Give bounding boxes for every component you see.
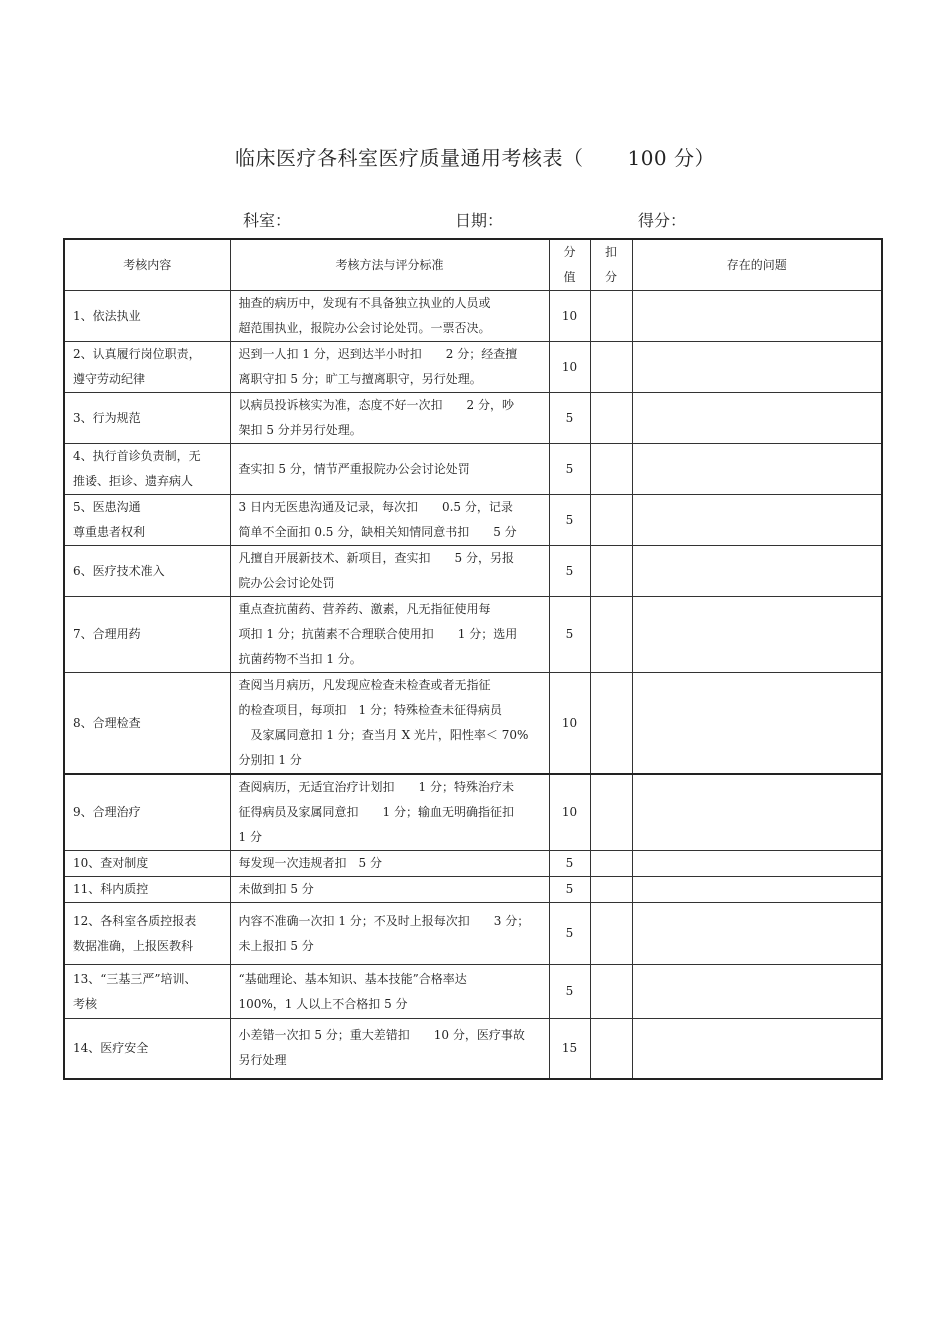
content-cell xyxy=(64,774,230,851)
problem-cell xyxy=(632,291,882,342)
deduct-cell xyxy=(590,903,632,965)
score-cell: 5 xyxy=(549,444,590,495)
method-cell xyxy=(230,597,549,673)
score-cell: 5 xyxy=(549,495,590,546)
problem-cell xyxy=(632,903,882,965)
method-line: 内容不准确一次扣 1 分；不及时上报每次扣 3 分； xyxy=(238,913,530,928)
table-row xyxy=(64,903,882,965)
method-line: 抽查的病历中，发现有不具备独立执业的人员或 xyxy=(238,296,491,310)
content-cell xyxy=(64,877,230,903)
content-line: 推诿、拒诊、遗弃病人 xyxy=(73,474,194,488)
method-line: 简单不全面扣 0.5 分，缺相关知情同意书扣 5 分 xyxy=(238,525,517,539)
content-line: 9、合理治疗 xyxy=(73,805,141,819)
content-line: 13、“三基三严”培训、 xyxy=(73,971,197,986)
content-cell xyxy=(64,597,230,673)
problem-cell xyxy=(632,965,882,1019)
table-row xyxy=(64,965,882,1019)
method-line: 征得病员及家属同意扣 1 分；输血无明确指征扣 xyxy=(238,805,514,819)
header-score-line2: 值 xyxy=(563,270,576,284)
method-cell xyxy=(230,342,549,393)
problem-cell xyxy=(632,774,882,851)
method-cell xyxy=(230,965,549,1019)
problem-cell xyxy=(632,546,882,597)
deduct-cell xyxy=(590,673,632,775)
score-cell: 5 xyxy=(549,965,590,1019)
content-cell xyxy=(64,546,230,597)
score-cell: 5 xyxy=(549,877,590,903)
content-line: 12、各科室各质控报表 xyxy=(73,913,197,928)
method-line: 每发现一次违规者扣 5 分 xyxy=(238,856,382,870)
header-deduct-line2: 分 xyxy=(604,270,617,284)
method-line: 100%，1 人以上不合格扣 5 分 xyxy=(238,996,408,1011)
content-cell xyxy=(64,903,230,965)
table-row xyxy=(64,774,882,851)
header-method: 考核方法与评分标准 xyxy=(230,239,549,291)
method-cell xyxy=(230,851,549,877)
method-cell xyxy=(230,774,549,851)
problem-cell xyxy=(632,851,882,877)
problem-cell xyxy=(632,393,882,444)
table-row xyxy=(64,495,882,546)
content-line: 3、行为规范 xyxy=(73,410,141,425)
method-cell xyxy=(230,903,549,965)
method-line: 小差错一次扣 5 分；重大差错扣 10 分，医疗事故 xyxy=(238,1028,525,1043)
content-cell xyxy=(64,965,230,1019)
content-line: 7、合理用药 xyxy=(73,627,141,641)
content-line: 8、合理检查 xyxy=(73,715,141,730)
score-cell: 5 xyxy=(549,546,590,597)
content-line: 14、医疗安全 xyxy=(73,1040,149,1055)
method-cell xyxy=(230,393,549,444)
content-cell xyxy=(64,393,230,444)
score-cell: 10 xyxy=(549,291,590,342)
table-body xyxy=(64,291,882,1079)
table-row xyxy=(64,291,882,342)
table-row xyxy=(64,546,882,597)
table-row xyxy=(64,851,882,877)
method-line: 抗菌药物不当扣 1 分。 xyxy=(238,652,362,666)
method-line: 分别扣 1 分 xyxy=(238,753,302,767)
score-cell: 5 xyxy=(549,393,590,444)
method-line: 院办公会讨论处罚 xyxy=(238,576,335,590)
deduct-cell xyxy=(590,342,632,393)
method-line: 未上报扣 5 分 xyxy=(238,938,314,953)
problem-cell xyxy=(632,1019,882,1079)
score-cell: 15 xyxy=(549,1019,590,1079)
score-cell: 10 xyxy=(549,774,590,851)
deduct-cell xyxy=(590,291,632,342)
deduct-cell xyxy=(590,851,632,877)
content-line: 5、医患沟通 xyxy=(73,500,141,514)
method-line: 3 日内无医患沟通及记录，每次扣 0.5 分，记录 xyxy=(238,500,513,514)
content-line: 2、认真履行岗位职责， xyxy=(73,347,201,361)
content-line: 遵守劳动纪律 xyxy=(73,372,146,386)
assessment-table xyxy=(63,238,883,1080)
problem-cell xyxy=(632,877,882,903)
method-line: 离职守扣 5 分；旷工与擅离职守，另行处理。 xyxy=(238,372,482,386)
header-deduct xyxy=(590,239,632,291)
score-cell: 10 xyxy=(549,342,590,393)
method-line: 未做到扣 5 分 xyxy=(238,882,314,896)
deduct-cell xyxy=(590,877,632,903)
header-score-line1: 分 xyxy=(563,245,576,259)
method-cell xyxy=(230,291,549,342)
method-cell xyxy=(230,495,549,546)
content-line: 尊重患者权利 xyxy=(73,525,146,539)
deduct-cell xyxy=(590,1019,632,1079)
table-row xyxy=(64,877,882,903)
deduct-cell xyxy=(590,444,632,495)
table-header-row xyxy=(64,239,882,291)
content-cell xyxy=(64,444,230,495)
deduct-cell xyxy=(590,546,632,597)
method-cell xyxy=(230,877,549,903)
method-line: 架扣 5 分并另行处理。 xyxy=(238,423,362,437)
method-line: 查阅当月病历，凡发现应检查未检查或者无指征 xyxy=(238,678,491,692)
title-score: 100 分） xyxy=(627,146,716,170)
deduct-cell xyxy=(590,965,632,1019)
header-content: 考核内容 xyxy=(64,239,230,291)
title-text: 临床医疗各科室医疗质量通用考核表（ xyxy=(234,146,584,170)
method-line: 迟到一人扣 1 分，迟到达半小时扣 2 分；经查擅 xyxy=(238,347,518,361)
method-line: “基础理论、基本知识、基本技能”合格率达 xyxy=(238,971,467,986)
table-row xyxy=(64,444,882,495)
deduct-cell xyxy=(590,495,632,546)
score-label: 得分： xyxy=(638,211,687,230)
deduct-cell xyxy=(590,774,632,851)
content-line: 4、执行首诊负责制，无 xyxy=(73,449,201,463)
content-cell xyxy=(64,495,230,546)
header-problem: 存在的问题 xyxy=(632,239,882,291)
method-cell xyxy=(230,1019,549,1079)
method-line: 以病员投诉核实为准，态度不好一次扣 2 分，吵 xyxy=(238,398,514,412)
content-cell xyxy=(64,673,230,775)
header-deduct-line1: 扣 xyxy=(604,245,617,259)
table-row xyxy=(64,673,882,775)
deduct-cell xyxy=(590,597,632,673)
content-line: 数据准确，上报医教科 xyxy=(73,938,194,953)
table-row xyxy=(64,597,882,673)
content-line: 11、科内质控 xyxy=(73,882,149,896)
method-line: 查实扣 5 分，情节严重报院办公会讨论处罚 xyxy=(238,461,470,476)
date-label: 日期： xyxy=(455,211,504,230)
content-cell xyxy=(64,851,230,877)
header-score xyxy=(549,239,590,291)
table-row xyxy=(64,342,882,393)
method-line: 项扣 1 分；抗菌素不合理联合使用扣 1 分；选用 xyxy=(238,627,518,641)
problem-cell xyxy=(632,673,882,775)
content-cell xyxy=(64,1019,230,1079)
content-cell xyxy=(64,291,230,342)
problem-cell xyxy=(632,444,882,495)
score-cell: 5 xyxy=(549,597,590,673)
content-line: 考核 xyxy=(73,996,98,1011)
method-line: 的检查项目，每项扣 1 分；特殊检查未征得病员 xyxy=(238,703,502,717)
method-cell xyxy=(230,673,549,775)
problem-cell xyxy=(632,342,882,393)
score-cell: 10 xyxy=(549,673,590,775)
method-line: 查阅病历，无适宜治疗计划扣 1 分；特殊治疗未 xyxy=(238,780,514,794)
deduct-cell xyxy=(590,393,632,444)
score-cell: 5 xyxy=(549,903,590,965)
score-cell: 5 xyxy=(549,851,590,877)
dept-label: 科室： xyxy=(243,211,292,230)
method-cell xyxy=(230,546,549,597)
content-cell xyxy=(64,342,230,393)
method-line: 凡擅自开展新技术、新项目，查实扣 5 分，另报 xyxy=(238,551,514,565)
method-line: 重点查抗菌药、营养药、激素，凡无指征使用每 xyxy=(238,602,491,616)
problem-cell xyxy=(632,597,882,673)
table-row xyxy=(64,393,882,444)
method-line: 1 分 xyxy=(238,830,262,844)
table-row xyxy=(64,1019,882,1079)
content-line: 6、医疗技术准入 xyxy=(73,563,165,578)
page-title xyxy=(0,142,950,171)
content-line: 10、查对制度 xyxy=(73,856,149,870)
problem-cell xyxy=(632,495,882,546)
content-line: 1、依法执业 xyxy=(73,308,141,323)
method-line: 另行处理 xyxy=(238,1053,287,1068)
method-line: 及家属同意扣 1 分；查当月 X 光片，阳性率＜ 70% xyxy=(238,728,529,742)
method-cell xyxy=(230,444,549,495)
method-line: 超范围执业，报院办公会讨论处罚。一票否决。 xyxy=(238,321,491,335)
